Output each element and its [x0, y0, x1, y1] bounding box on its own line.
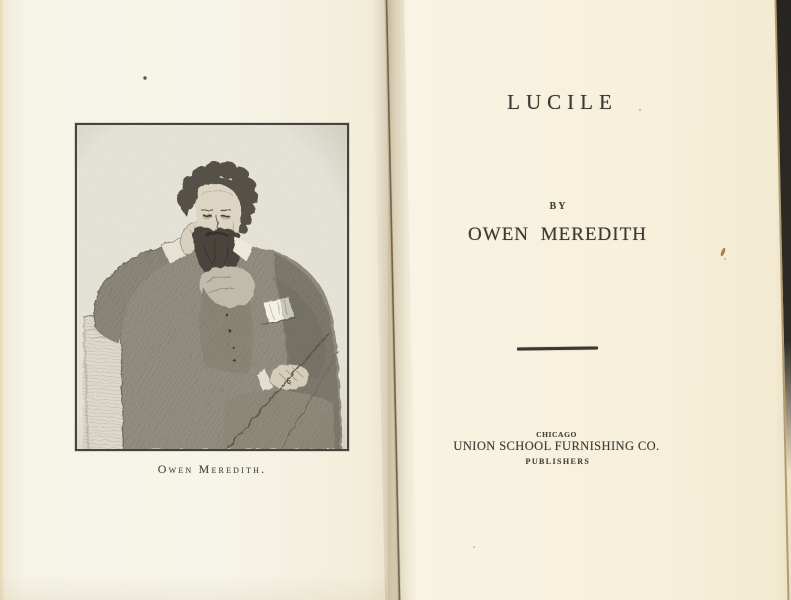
portrait-caption: Owen Meredith.	[157, 462, 267, 476]
byline-label: BY	[549, 201, 568, 212]
author-name: OWEN MEREDITH	[468, 224, 647, 245]
plate-vignette	[77, 125, 347, 449]
owen-meredith-portrait	[77, 125, 347, 449]
frontispiece-page	[0, 0, 388, 600]
publisher-name: UNION SCHOOL FURNISHING CO.	[453, 439, 660, 453]
portrait-frame	[75, 123, 349, 451]
publisher-role: PUBLISHERS	[525, 457, 591, 466]
book-title: LUCILE	[507, 90, 618, 114]
publisher-city: CHICAGO	[536, 430, 577, 439]
